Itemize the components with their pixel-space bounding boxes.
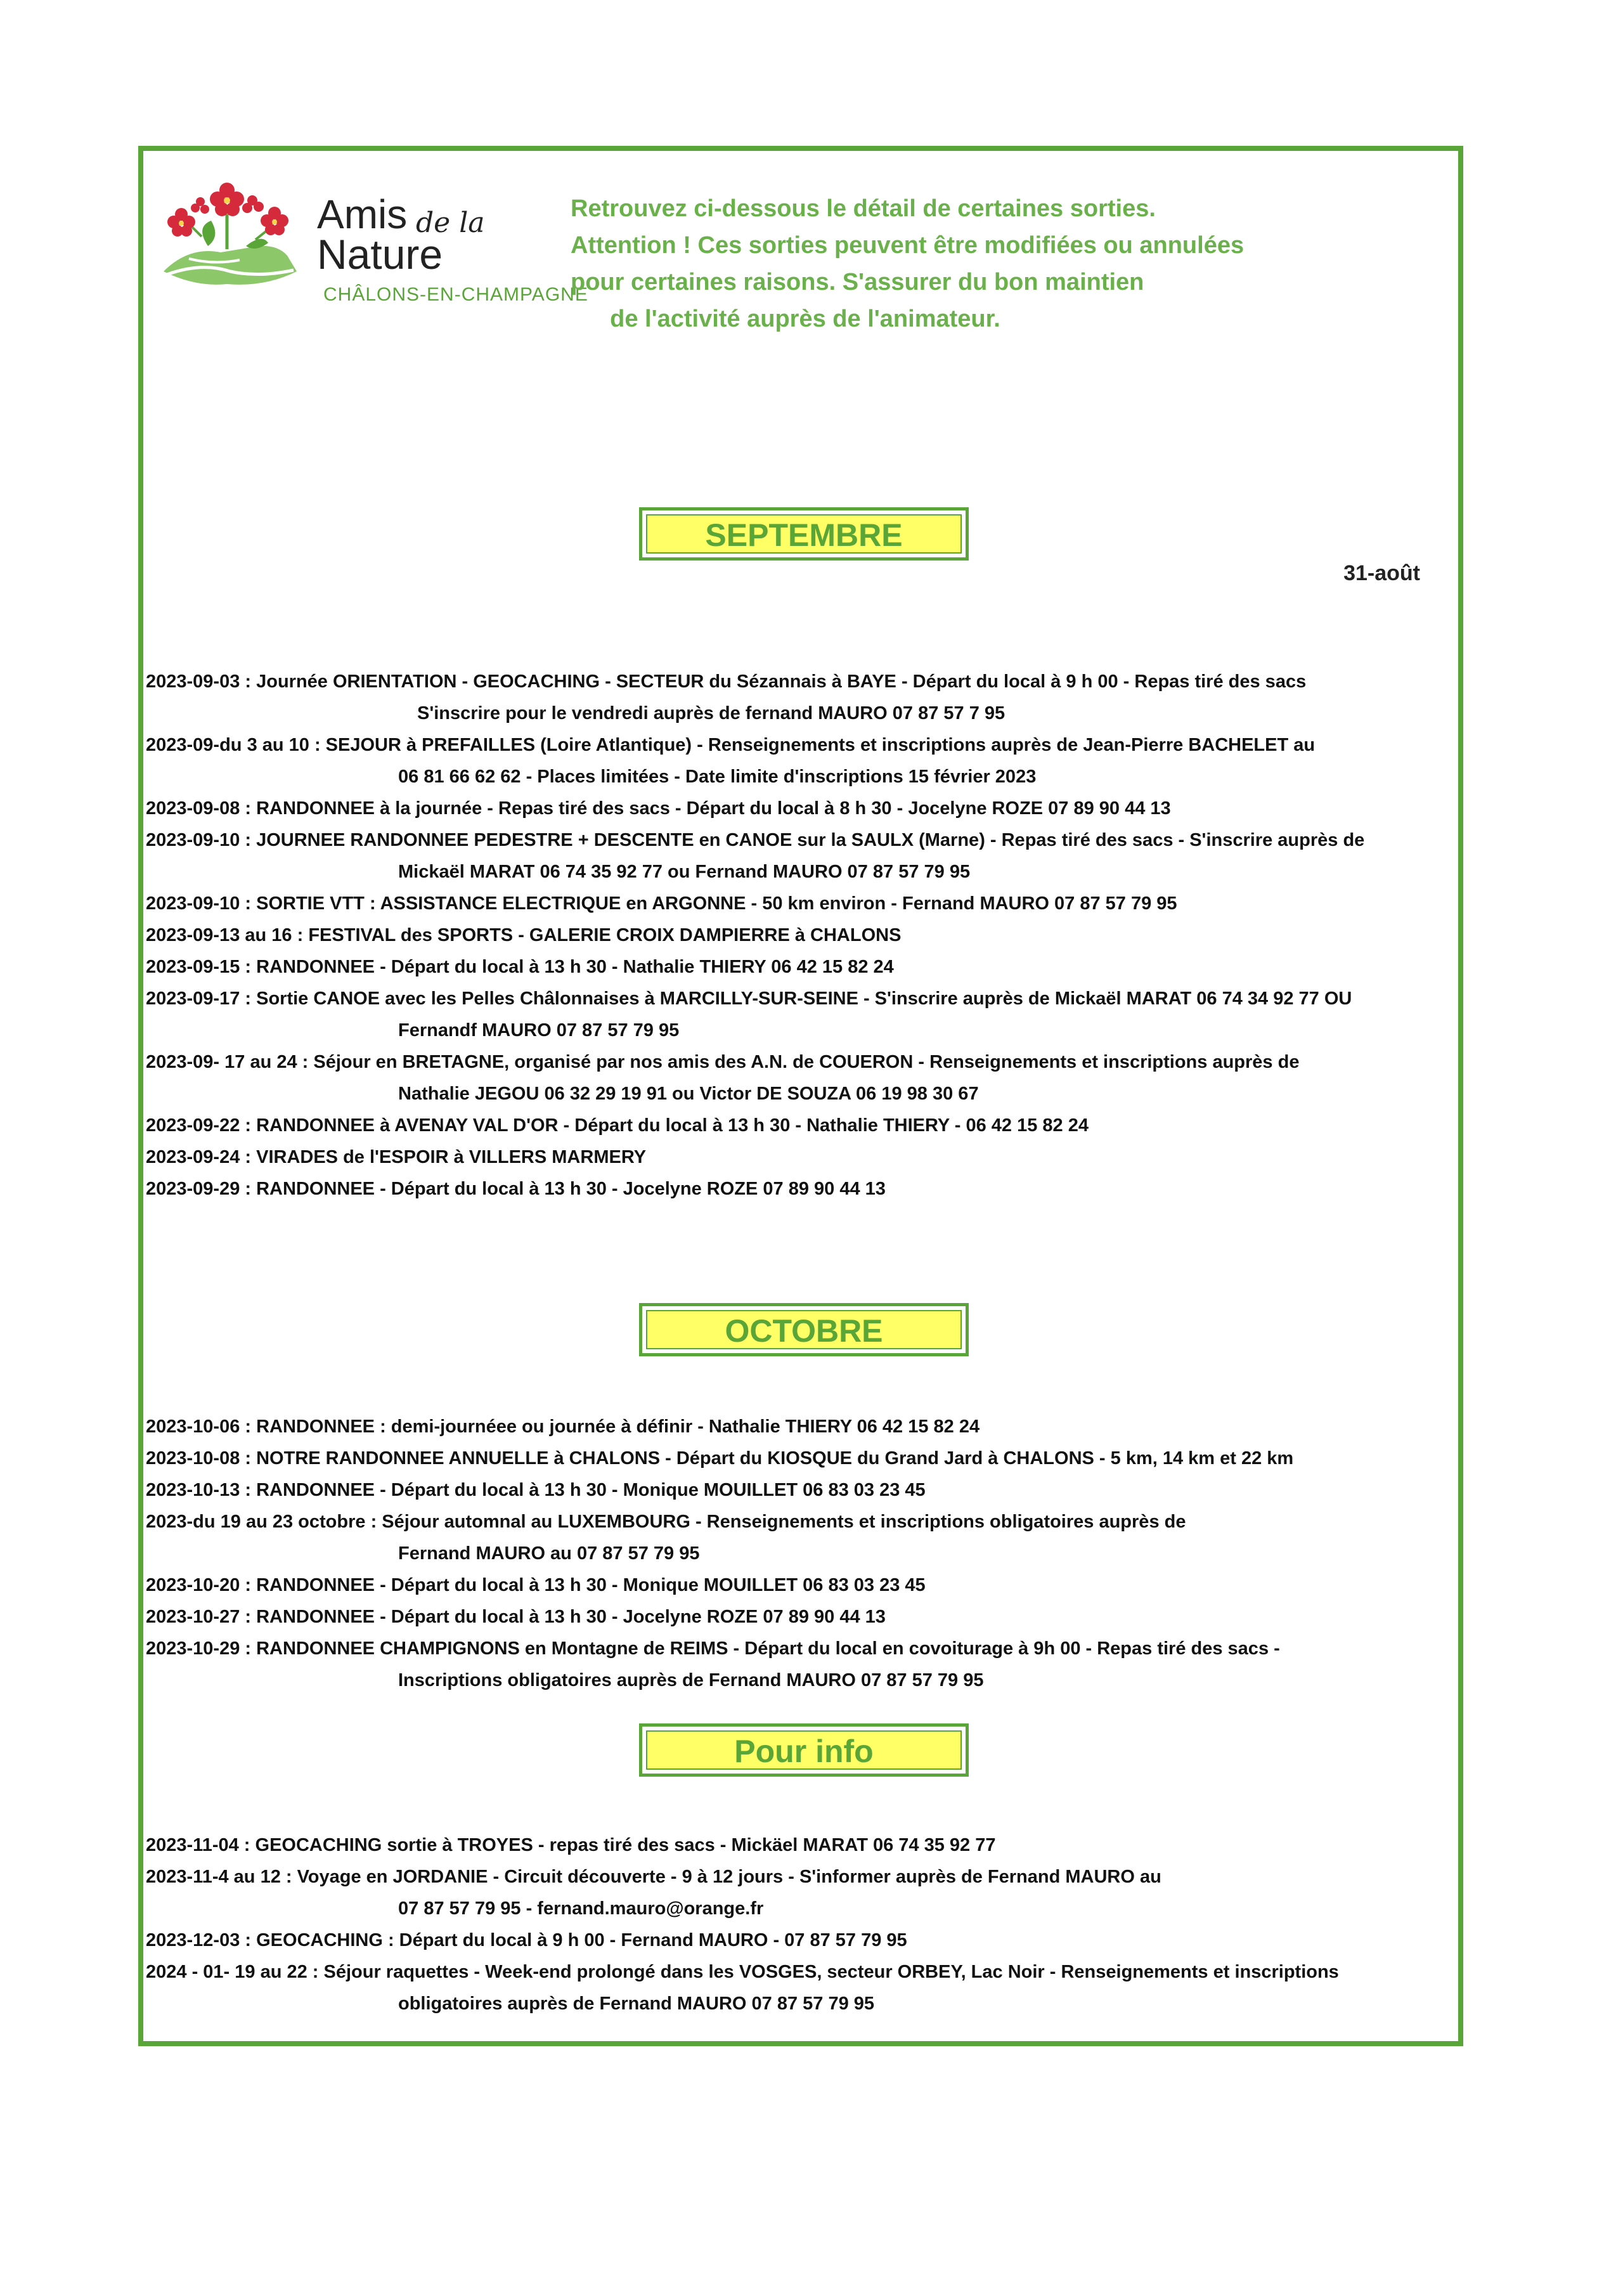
list-item (146, 824, 1452, 888)
entry-line: 2023-09-17 : Sortie CANOE avec les Pelles Châlonnaises à MARCILLY-SUR-SEINE - S'inscrire auprès de Mickaël MARAT 06 74 34 92 77 OU (146, 989, 1352, 1009)
entry-line: 2024 - 01- 19 au 22 : Séjour raquettes - Week-end prolongé dans les VOSGES, secteur ORBEY, Lac Noir - Renseignements et inscriptions (146, 1962, 1339, 1982)
document-date: 31-août (1343, 561, 1420, 585)
entry-line: 2023-12-03 : GEOCACHING : Départ du local à 9 h 00 - Fernand MAURO - 07 87 57 79 95 (146, 1930, 907, 1950)
entry-line: 2023-09-29 : RANDONNEE - Départ du local à 13 h 30 - Jocelyne ROZE 07 89 90 44 13 (146, 1179, 886, 1199)
entry-line: 2023-09-22 : RANDONNEE à AVENAY VAL D'OR - Départ du local à 13 h 30 - Nathalie THIERY - 06 42 15 82 24 (146, 1115, 1089, 1136)
section-title-label: OCTOBRE (646, 1310, 962, 1349)
entry-continuation: Inscriptions obligatoires auprès de Fernand MAURO 07 87 57 79 95 (398, 1670, 984, 1690)
entry-continuation: Mickaël MARAT 06 74 35 92 77 ou Fernand MAURO 07 87 57 79 95 (398, 862, 971, 882)
logo-city: CHÂLONS-EN-CHAMPAGNE (323, 284, 588, 305)
section-title-octobre (639, 1303, 969, 1356)
entry-continuation: Fernandf MAURO 07 87 57 79 95 (398, 1020, 680, 1041)
amis-de-la-nature-logo (151, 176, 633, 316)
list-item (146, 1633, 1452, 1696)
entry-line: 2023-11-04 : GEOCACHING sortie à TROYES - repas tiré des sacs - Mickäel MARAT 06 74 35 92 77 (146, 1835, 996, 1855)
logo-amis: Amis (317, 191, 408, 237)
entry-line: 2023-10-13 : RANDONNEE - Départ du local à 13 h 30 - Monique MOUILLET 06 83 03 23 45 (146, 1480, 926, 1500)
list-item (146, 1829, 1452, 1861)
list-item (146, 1506, 1452, 1569)
logo-nature: Nature (317, 231, 443, 278)
entry-continuation: 07 87 57 79 95 - fernand.mauro@orange.fr (398, 1898, 764, 1919)
entry-line: 2023-du 19 au 23 octobre : Séjour automnal au LUXEMBOURG - Renseignements et inscriptions obligatoires auprès de (146, 1512, 1186, 1532)
notice-line: de l'activité auprès de l'animateur. (610, 306, 1000, 332)
entry-line: 2023-09-du 3 au 10 : SEJOUR à PREFAILLES (Loire Atlantique) - Renseignements et inscriptions auprès de Jean-Pierre BACHELET au (146, 735, 1316, 755)
list-item (146, 1173, 1452, 1205)
list-item (146, 919, 1452, 951)
entry-line: 2023-10-06 : RANDONNEE : demi-journéee ou journée à définir - Nathalie THIERY 06 42 15 82 24 (146, 1417, 980, 1437)
entry-line: 2023-09-03 : Journée ORIENTATION - GEOCACHING - SECTEUR du Sézannais à BAYE - Départ du local à 9 h 00 - Repas tiré des sacs (146, 671, 1307, 692)
section-title-label: SEPTEMBRE (646, 514, 962, 554)
list-item (146, 666, 1452, 729)
entry-continuation: Fernand MAURO au 07 87 57 79 95 (398, 1543, 700, 1564)
pour-info-entries (146, 1829, 1452, 2020)
flower-hands-icon (151, 176, 316, 303)
list-item (146, 1411, 1452, 1443)
entry-line: 2023-10-29 : RANDONNEE CHAMPIGNONS en Montagne de REIMS - Départ du local en covoiturage à 9h 00 - Repas tiré des sacs - (146, 1638, 1280, 1659)
list-item (146, 1474, 1452, 1506)
entry-continuation: obligatoires auprès de Fernand MAURO 07 87 57 79 95 (398, 1994, 875, 2014)
list-item (146, 1046, 1452, 1110)
section-title-label: Pour info (646, 1730, 962, 1770)
list-item (146, 1956, 1452, 2020)
header-notice (571, 190, 1245, 337)
list-item (146, 888, 1452, 919)
entry-line: 2023-09-10 : SORTIE VTT : ASSISTANCE ELECTRIQUE en ARGONNE - 50 km environ - Fernand MAURO 07 87 57 79 95 (146, 893, 1177, 914)
entry-line: 2023-09-08 : RANDONNEE à la journée - Repas tiré des sacs - Départ du local à 8 h 30 - Jocelyne ROZE 07 89 90 44 13 (146, 798, 1171, 819)
notice-line: Retrouvez ci-dessous le détail de certaines sorties. (571, 195, 1156, 222)
entry-line: 2023-09-24 : VIRADES de l'ESPOIR à VILLERS MARMERY (146, 1147, 647, 1167)
entry-line: 2023-09-13 au 16 : FESTIVAL des SPORTS - GALERIE CROIX DAMPIERRE à CHALONS (146, 925, 902, 945)
entry-line: 2023-10-20 : RANDONNEE - Départ du local à 13 h 30 - Monique MOUILLET 06 83 03 23 45 (146, 1575, 926, 1595)
list-item (146, 729, 1452, 793)
octobre-entries (146, 1411, 1452, 1696)
septembre-entries (146, 666, 1452, 1205)
entry-continuation: 06 81 66 62 62 - Places limitées - Date limite d'inscriptions 15 février 2023 (398, 767, 1037, 787)
list-item (146, 793, 1452, 824)
entry-continuation: S'inscrire pour le vendredi auprès de fernand MAURO 07 87 57 7 95 (417, 703, 1005, 723)
logo-de-la: de la (416, 207, 485, 239)
list-item (146, 951, 1452, 983)
section-title-pour-info (639, 1723, 969, 1777)
list-item (146, 1569, 1452, 1601)
list-item (146, 1141, 1452, 1173)
entry-line: 2023-10-08 : NOTRE RANDONNEE ANNUELLE à CHALONS - Départ du KIOSQUE du Grand Jard à CHALONS - 5 km, 14 km et 22 km (146, 1448, 1294, 1469)
entry-line: 2023-09-10 : JOURNEE RANDONNEE PEDESTRE + DESCENTE en CANOE sur la SAULX (Marne) - Repas tiré des sacs - S'inscrire auprès de (146, 830, 1365, 850)
list-item (146, 1924, 1452, 1956)
notice-line: pour certaines raisons. S'assurer du bon maintien (571, 269, 1144, 295)
entry-continuation: Nathalie JEGOU 06 32 29 19 91 ou Victor DE SOUZA 06 19 98 30 67 (398, 1084, 979, 1104)
list-item (146, 1443, 1452, 1474)
entry-line: 2023-09- 17 au 24 : Séjour en BRETAGNE, organisé par nos amis des A.N. de COUERON - Renseignements et inscriptions auprès de (146, 1052, 1300, 1072)
entry-line: 2023-10-27 : RANDONNEE - Départ du local à 13 h 30 - Jocelyne ROZE 07 89 90 44 13 (146, 1607, 886, 1627)
list-item (146, 1861, 1452, 1924)
entry-line: 2023-11-4 au 12 : Voyage en JORDANIE - Circuit découverte - 9 à 12 jours - S'informer auprès de Fernand MAURO au (146, 1867, 1161, 1887)
entry-line: 2023-09-15 : RANDONNEE - Départ du local à 13 h 30 - Nathalie THIERY 06 42 15 82 24 (146, 957, 894, 977)
list-item (146, 983, 1452, 1046)
section-title-septembre (639, 507, 969, 561)
list-item (146, 1601, 1452, 1633)
list-item (146, 1110, 1452, 1141)
notice-line: Attention ! Ces sorties peuvent être modifiées ou annulées (571, 232, 1245, 259)
